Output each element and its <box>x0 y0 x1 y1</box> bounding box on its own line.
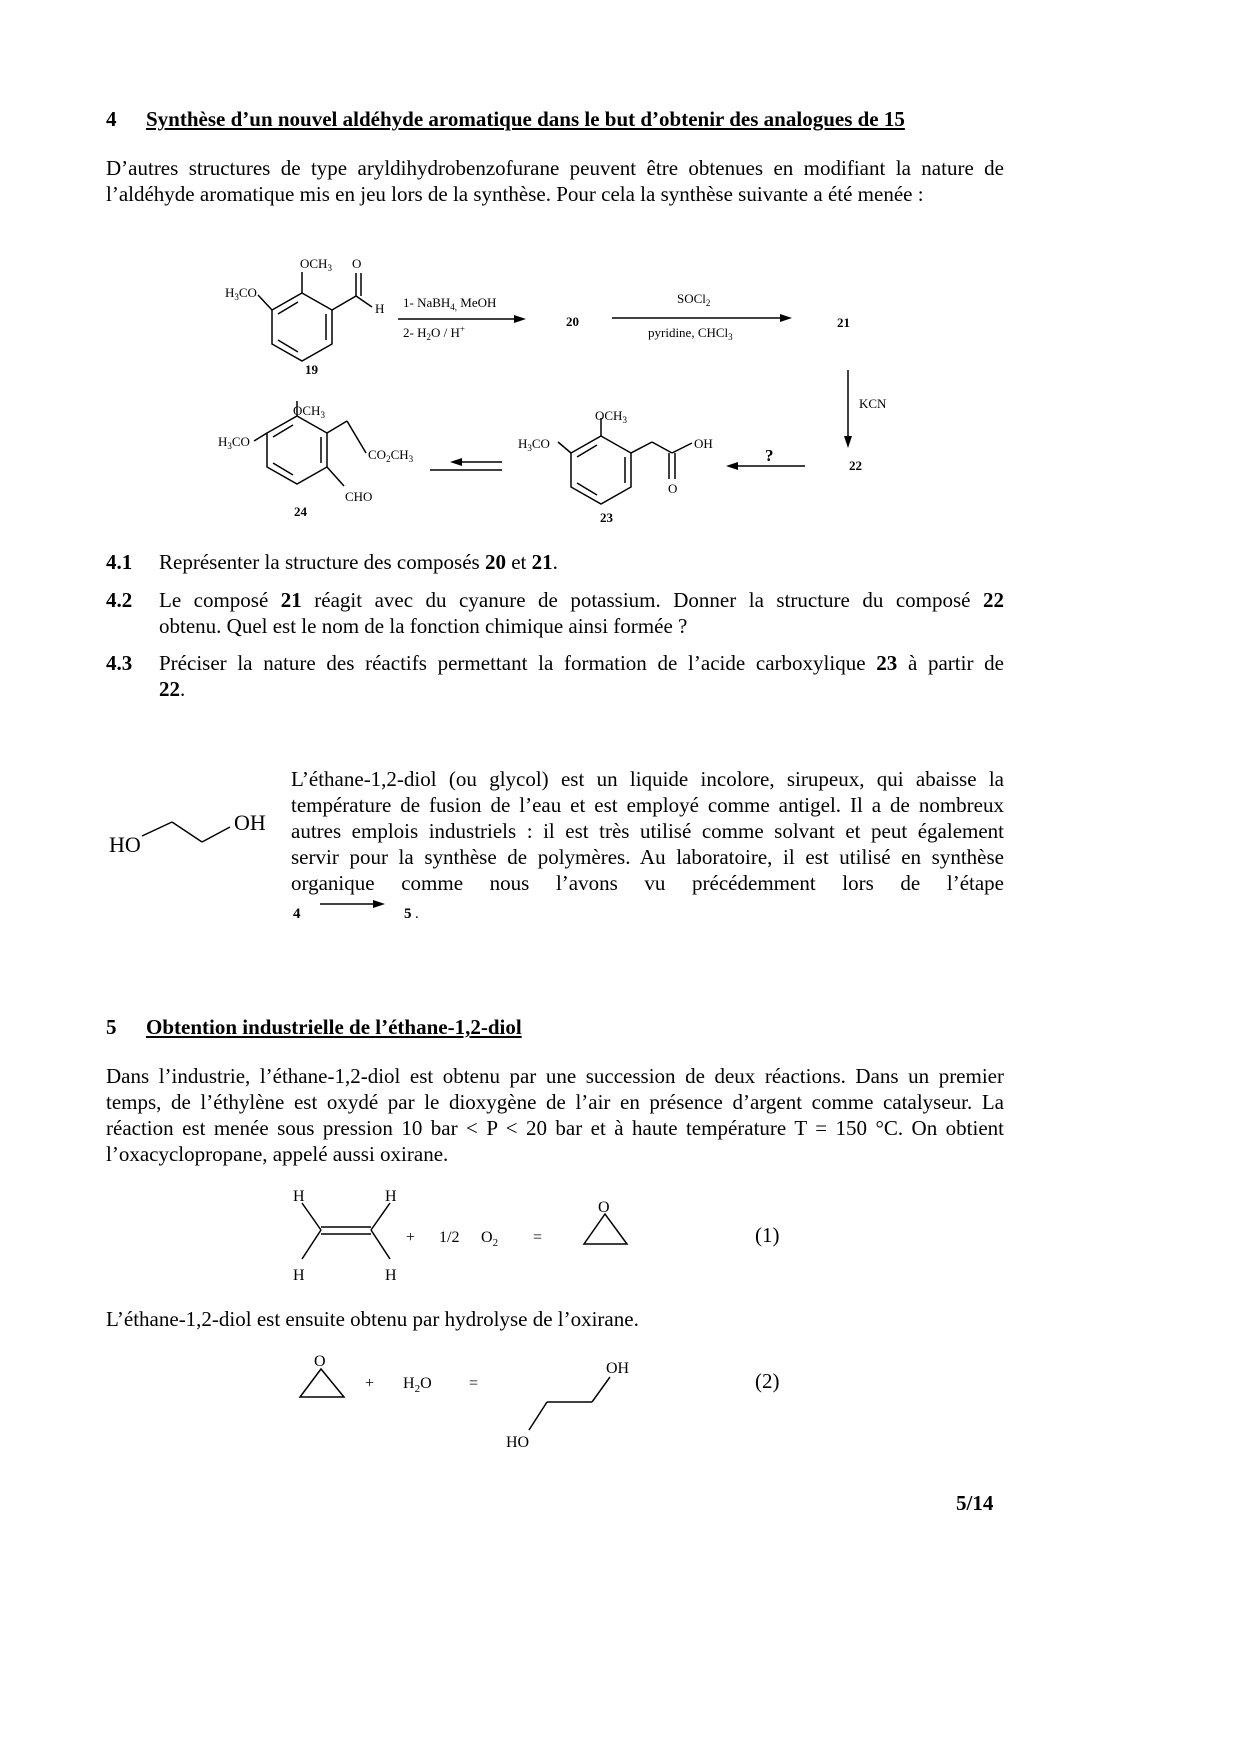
c21-label: 21 <box>837 315 850 330</box>
c20-label: 20 <box>566 314 579 329</box>
c19-h: H <box>375 301 385 316</box>
eq1-h-top-left: H <box>293 1188 305 1205</box>
c19-h3co: $H_3CO$ <box>225 285 257 302</box>
question-4-2-line-2: obtenu. Quel est le nom de la fonction chimique ainsi formée ? <box>159 614 688 638</box>
intro-line-1: D’autres structures de type aryldihydrobenzofurane peuvent être obtenues en modifiant la nature de <box>106 156 1004 180</box>
eq2-plus: + <box>365 1375 375 1392</box>
section-5-para-line-4: l’oxacyclopropane, appelé aussi oxirane. <box>106 1142 449 1166</box>
eq2-ho: HO <box>506 1434 530 1451</box>
c22-label: 22 <box>849 458 862 473</box>
section-5-heading: 5 <box>106 1015 117 1039</box>
c24-och3: $OCH_3$ <box>293 403 325 420</box>
c23-o: O <box>668 481 678 496</box>
c24-ester: $CO_2CH_3$ <box>368 447 414 464</box>
c19-label: 19 <box>305 362 318 377</box>
step4-unknown: ? <box>765 446 774 465</box>
eq1-number: (1) <box>755 1223 780 1247</box>
question-4-3-line-2: 22. <box>159 677 186 701</box>
step1-reagent-1: 1- NaBH$_{4,}$ MeOH <box>403 295 497 312</box>
eq1-oxirane-o: O <box>598 1199 610 1216</box>
c24-h3co: $H_3CO$ <box>218 434 250 451</box>
step2-solvent: pyridine, CHCl$_3$ <box>648 325 733 342</box>
c24-label: 24 <box>294 504 307 519</box>
eq2-oxirane-o: O <box>314 1353 326 1370</box>
glycol-line-4: servir pour la synthèse de polymères. Au laboratoire, il est utilisé en synthèse <box>291 845 1004 869</box>
hydrolysis-sentence: L’éthane-1,2-diol est ensuite obtenu par hydrolyse de l’oxirane. <box>106 1307 639 1331</box>
eq1-plus: + <box>406 1229 416 1246</box>
question-4-1-text: Représenter la structure des composés 20 et 21. <box>159 550 558 574</box>
step3-reagent: KCN <box>859 396 887 411</box>
question-4-3-line-1: Préciser la nature des réactifs permettant la formation de l’acide carboxylique 23 à partir de <box>159 651 1004 675</box>
c24-cho: CHO <box>345 489 373 504</box>
section-4-number: 4 <box>106 107 117 131</box>
glycol-line-2: température de fusion de l’eau et est employé comme antigel. Il a de nombreux <box>291 793 1004 817</box>
section-5-para-line-3: réaction est menée sous pression 10 bar < P < 20 bar et à haute température T = 150 °C. On obtient <box>106 1116 1004 1140</box>
question-4-2-line-1: Le composé 21 réagit avec du cyanure de potassium. Donner la structure du composé 22 <box>159 588 1004 612</box>
eq2-oh: OH <box>606 1360 630 1377</box>
step2-reagent: SOCl$_2$ <box>677 291 711 308</box>
question-4-2-number: 4.2 <box>106 588 133 612</box>
eq1-coefficient: 1/2 <box>439 1229 460 1246</box>
eq1-h-top-right: H <box>385 1188 397 1205</box>
c23-label: 23 <box>600 510 613 525</box>
c23-och3: $OCH_3$ <box>595 408 627 425</box>
glycol-line-3: autres emplois industriels : il est très utilisé comme solvant et peut également <box>291 819 1004 843</box>
section-5-para-line-1: Dans l’industrie, l’éthane-1,2-diol est obtenu par une succession de deux réactions. Dans un premier <box>106 1064 1004 1088</box>
glycol-step-to: 5 <box>404 906 412 922</box>
c19-och3: $OCH_3$ <box>300 256 332 273</box>
section-5-para-line-2: temps, de l’éthylène est oxydé par le dioxygène de l’air en présence d’argent comme catalyseur. La <box>106 1090 1004 1114</box>
eq2-number: (2) <box>755 1369 780 1393</box>
eq1-dioxygen: $O_2$ <box>481 1229 499 1249</box>
c23-oh: OH <box>694 436 713 451</box>
glycol-line-5: organique comme nous l’avons vu précédemment lors de l’étape <box>291 871 1004 895</box>
eq1-h-bottom-right: H <box>385 1267 397 1284</box>
equation-2 <box>300 1369 610 1430</box>
c19-o: O <box>352 256 362 271</box>
section-4-title: Synthèse d’un nouvel aldéhyde aromatique dans le but d’obtenir des analogues de 15 <box>146 107 905 131</box>
glycol-oh: OH <box>234 810 266 835</box>
glycol-line-1: L’éthane-1,2-diol (ou glycol) est un liquide incolore, sirupeux, qui abaisse la <box>291 767 1004 791</box>
page-number: 5/14 <box>956 1491 994 1515</box>
step1-reagent-2: 2- $H_2O / H^+$ <box>403 324 465 342</box>
section-5-title: Obtention industrielle de l’éthane-1,2-diol <box>146 1015 522 1039</box>
glycol-step-from: 4 <box>293 906 301 922</box>
question-4-3-number: 4.3 <box>106 651 133 675</box>
eq2-water: $H_2O$ <box>403 1375 432 1395</box>
intro-line-2: l’aldéhyde aromatique mis en jeu lors de la synthèse. Pour cela la synthèse suivante a été menée : <box>106 182 924 206</box>
glycol-ho: HO <box>109 832 141 857</box>
eq1-h-bottom-left: H <box>293 1267 305 1284</box>
eq2-equals: = <box>469 1375 479 1392</box>
c23-h3co: $H_3CO$ <box>518 436 550 453</box>
glycol-step-end: . <box>415 906 419 922</box>
question-4-1-number: 4.1 <box>106 550 133 574</box>
eq1-equals: = <box>533 1229 543 1246</box>
